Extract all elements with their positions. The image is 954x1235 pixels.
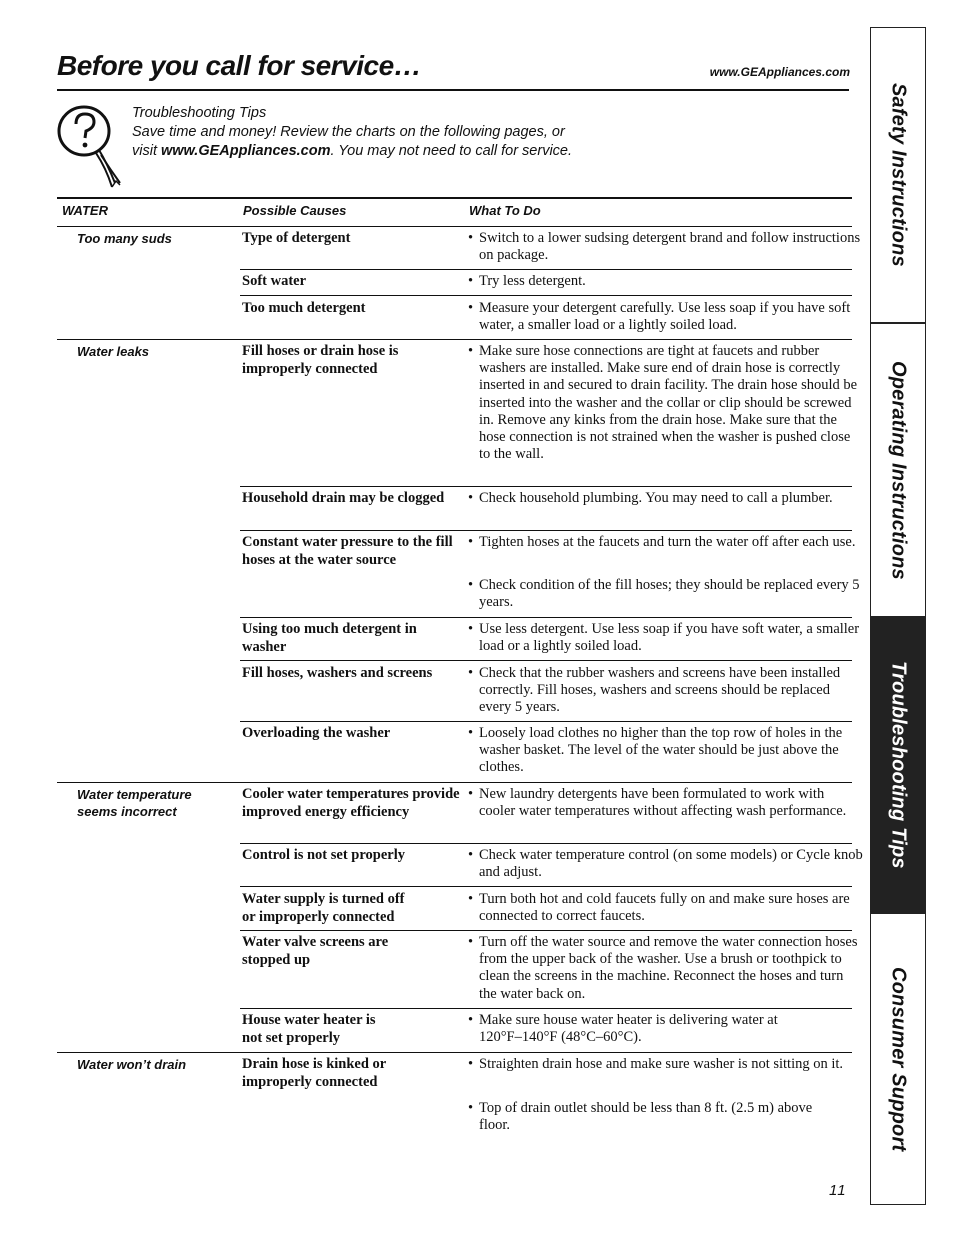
section-rule	[57, 339, 852, 340]
tips-link[interactable]: www.GEAppliances.com	[161, 143, 331, 159]
action-item: • Loosely load clothes no higher than the top row of holes in the washer basket. The level of the water should be just above the clothes.	[468, 725, 863, 777]
cause-fill-hoses-washers-screens: Fill hoses, washers and screens	[242, 665, 433, 681]
tab-operating-instructions-label: Operating Instructions	[887, 360, 910, 580]
tips-line-2-prefix: visit	[132, 143, 161, 159]
cause-drain-hose-kinked: Drain hose is kinked or improperly connected	[242, 1056, 386, 1090]
action-item: • Turn both hot and cold faucets fully on and make sure hoses are connected to correct faucets.	[468, 891, 863, 925]
cause-fill-hoses-connection: Fill hoses or drain hose is improperly connected	[242, 343, 399, 377]
problem-water-leaks: Water leaks	[77, 344, 150, 359]
header-what-to-do: What To Do	[469, 203, 541, 218]
cause-too-much-detergent: Too much detergent	[242, 300, 366, 316]
tab-safety-instructions[interactable]	[871, 28, 925, 324]
row-rule	[240, 1008, 852, 1009]
cause-constant-water-pressure: Constant water pressure to the fill hoses at the water source	[242, 534, 453, 568]
tab-consumer-support-label: Consumer Support	[887, 966, 910, 1152]
cause-control-not-set: Control is not set properly	[242, 847, 405, 863]
website-url[interactable]: www.GEAppliances.com	[709, 65, 850, 79]
tab-troubleshooting-tips-label: Troubleshooting Tips	[887, 661, 910, 869]
action-item: • Measure your detergent carefully. Use less soap if you have soft water, a smaller load or a lightly soiled load.	[468, 300, 863, 334]
action-item: • Turn off the water source and remove the water connection hoses from the upper back of the washer. Use a brush or toothpick to clean the screens in the machine. Reconnect the hoses and turn the water back on.	[468, 934, 863, 1003]
header-water: WATER	[62, 203, 108, 218]
cause-cooler-water: Cooler water temperatures provide improved energy efficiency	[242, 786, 460, 820]
row-rule	[240, 843, 852, 844]
action-item: • Straighten drain hose and make sure washer is not sitting on it.	[468, 1056, 863, 1073]
problem-too-many-suds: Too many suds	[77, 231, 172, 246]
cause-soft-water: Soft water	[242, 273, 307, 289]
cause-too-much-detergent-washer: Using too much detergent in washer	[242, 621, 417, 655]
cause-household-drain: Household drain may be clogged	[242, 490, 445, 506]
tab-operating-instructions[interactable]	[871, 324, 925, 618]
row-rule	[240, 486, 852, 487]
page-title: Before you call for service…	[57, 50, 422, 81]
problem-water-temperature: Water temperature seems incorrect	[77, 787, 192, 819]
action-item: • Check condition of the fill hoses; they should be replaced every 5 years.	[468, 577, 863, 611]
tips-intro	[132, 104, 572, 161]
tab-troubleshooting-tips[interactable]	[871, 618, 925, 914]
header-bottom-rule	[57, 226, 852, 227]
cause-water-supply-off: Water supply is turned off or improperly connected	[242, 891, 405, 925]
tips-line-1: Save time and money! Review the charts on the following pages, or	[132, 124, 565, 140]
section-rule	[57, 782, 852, 783]
cause-valve-screens: Water valve screens are stopped up	[242, 934, 389, 968]
action-item: • Top of drain outlet should be less than 8 ft. (2.5 m) above floor.	[468, 1100, 829, 1134]
row-rule	[240, 295, 852, 296]
problem-water-wont-drain: Water won’t drain	[77, 1057, 187, 1072]
action-item: • Make sure hose connections are tight at faucets and rubber washers are installed. Make sure end of drain hose is correctly inserted in and secured to drain facility. The drain hose should be inserted into the washer and the collar or clip should be screwed in. Remove any kinks from the drain hose. Make sure that the hose connection is not strained when the washer is pushed close to the wall.	[468, 343, 863, 463]
action-item: • New laundry detergents have been formulated to work with cooler water temperatures without affecting wash performance.	[468, 786, 863, 820]
action-item: • Check household plumbing. You may need to call a plumber.	[468, 490, 863, 507]
question-tag-icon	[55, 103, 125, 191]
row-rule	[240, 530, 852, 531]
title-rule	[57, 89, 849, 91]
row-rule	[240, 617, 852, 618]
row-rule	[240, 886, 852, 887]
action-item: • Switch to a lower sudsing detergent brand and follow instructions on package.	[468, 230, 863, 264]
tips-line-2	[132, 142, 572, 161]
row-rule	[240, 721, 852, 722]
tab-consumer-support[interactable]	[871, 914, 925, 1204]
page-number: 11	[829, 1182, 847, 1199]
action-item: • Tighten hoses at the faucets and turn the water off after each use.	[468, 534, 863, 551]
cause-type-of-detergent: Type of detergent	[242, 230, 351, 246]
section-tabs	[870, 27, 926, 1205]
cause-overloading: Overloading the washer	[242, 725, 391, 741]
row-rule	[240, 269, 852, 270]
row-rule	[240, 660, 852, 661]
row-rule	[240, 930, 852, 931]
header-possible-causes: Possible Causes	[243, 203, 347, 218]
tab-safety-instructions-label: Safety Instructions	[887, 83, 910, 267]
tips-heading: Troubleshooting Tips	[132, 105, 267, 121]
table-top-rule	[57, 197, 852, 199]
action-item: • Use less detergent. Use less soap if you have soft water, a smaller load or a lightly soiled load.	[468, 621, 863, 655]
action-item: • Try less detergent.	[468, 273, 863, 290]
action-item: • Make sure house water heater is delivering water at 120°F–140°F (48°C–60°C).	[468, 1012, 809, 1046]
action-item: • Check water temperature control (on some models) or Cycle knob and adjust.	[468, 847, 863, 881]
cause-water-heater: House water heater is not set properly	[242, 1012, 376, 1046]
action-item: • Check that the rubber washers and screens have been installed correctly. Fill hoses, washers and screens should be replaced every 5 years.	[468, 665, 863, 717]
tips-line-2-suffix: . You may not need to call for service.	[330, 143, 573, 159]
section-rule	[57, 1052, 852, 1053]
